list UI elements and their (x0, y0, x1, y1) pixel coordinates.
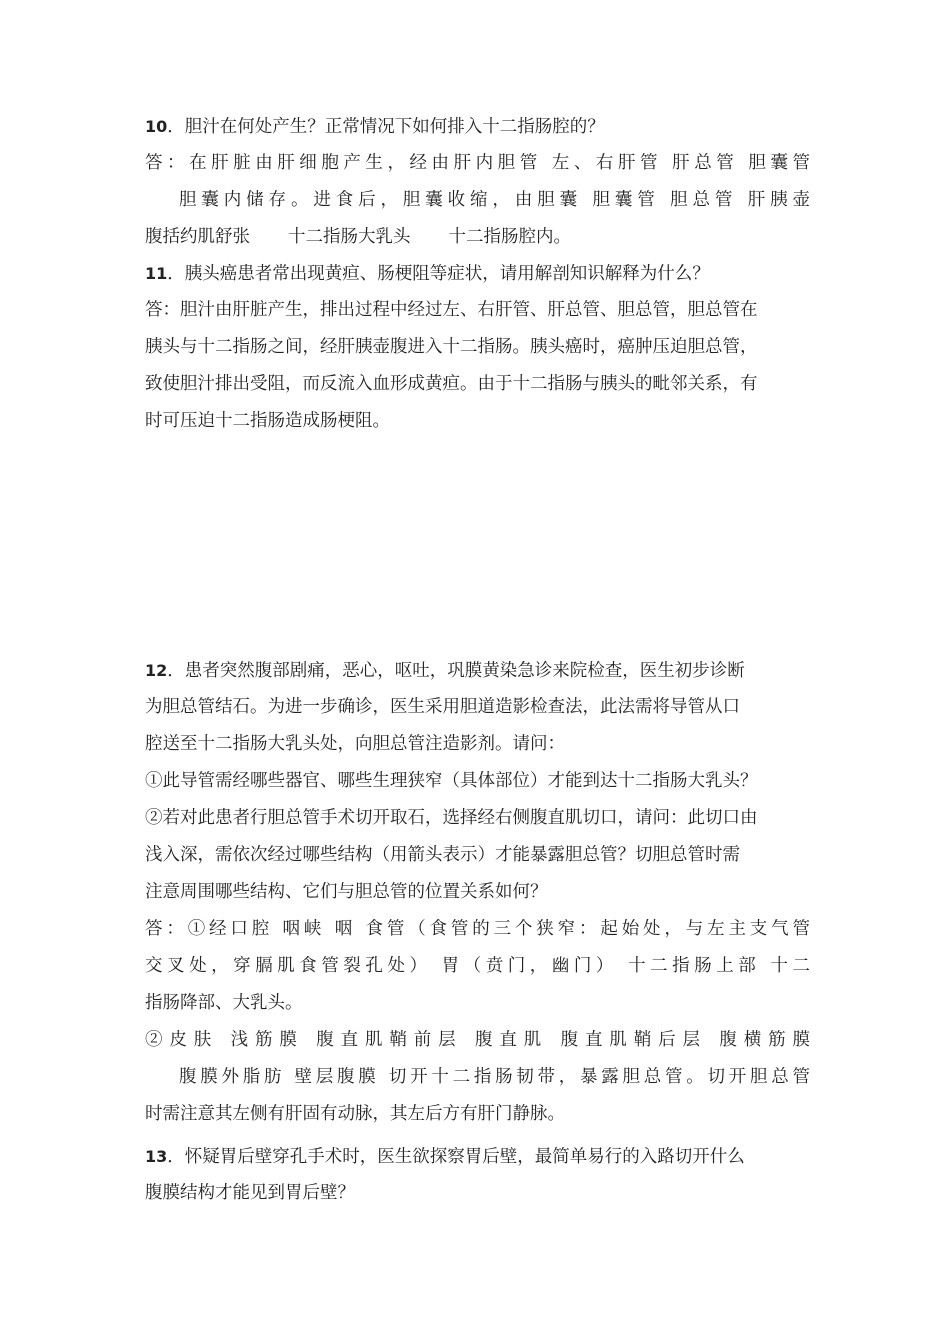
answer-line: ②皮肤 浅筋膜 腹直肌鞘前层 腹直肌 腹直肌鞘后层 腹横筋膜 (145, 1030, 811, 1050)
question-12 (145, 652, 810, 1133)
question-number: 10 (145, 117, 168, 136)
answer-line: 致使胆汁排出受阻，而反流入血形成黄疸。由于十二指肠与胰头的毗邻关系，有 (145, 374, 758, 394)
question-text: ．胆汁在何处产生？正常情况下如何排入十二指肠腔的？ (167, 117, 605, 137)
question-number: 11 (145, 264, 168, 283)
question-line: 为胆总管结石。为进一步确诊，医生采用胆道造影检查法，此法需将导管从口 (145, 697, 740, 717)
question-text: ．患者突然腹部剧痛，恶心，呕吐，巩膜黄染急诊来院检查，医生初步诊断 (167, 661, 745, 681)
answer-line: 时可压迫十二指肠造成肠梗阻。 (145, 411, 390, 431)
question-line: ①此导管需经哪些器官、哪些生理狭窄（具体部位）才能到达十二指肠大乳头？ (145, 771, 758, 791)
question-line: 浅入深，需依次经过哪些结构（用箭头表示）才能暴露胆总管？切胆总管时需 (145, 845, 740, 865)
answer-line: 指肠降部、大乳头。 (145, 993, 303, 1013)
answer-line: 答：胆汁由肝脏产生，排出过程中经过左、右肝管、肝总管、胆总管，胆总管在 (145, 300, 758, 320)
answer-line: 胆囊内储存。进食后，胆囊收缩，由胆囊 胆囊管 胆总管 肝胰壶 (179, 190, 810, 210)
question-12-text (145, 652, 810, 689)
question-11 (145, 255, 810, 440)
question-line: 注意周围哪些结构、它们与胆总管的位置关系如何？ (145, 882, 548, 902)
question-line: 腹膜结构才能见到胃后壁？ (145, 1183, 355, 1203)
answer-line: 腹括约肌舒张 十二指肠大乳头 十二指肠腔内。 (145, 227, 571, 247)
answer-line: 腹膜外脂肪 壁层腹膜 切开十二指肠韧带，暴露胆总管。切开胆总管 (179, 1067, 810, 1087)
answer-line: 答：在肝脏由肝细胞产生，经由肝内胆管 左、右肝管 肝总管 胆囊管 (145, 153, 810, 173)
answer-line: 时需注意其左侧有肝固有动脉，其左后方有肝门静脉。 (145, 1104, 565, 1124)
question-line: 腔送至十二指肠大乳头处，向胆总管注造影剂。请问： (145, 734, 565, 754)
question-text: ．怀疑胃后壁穿孔手术时，医生欲探察胃后壁，最简单易行的入路切开什么 (167, 1147, 745, 1167)
question-text: ．胰头癌患者常出现黄疸、肠梗阻等症状，请用解剖知识解释为什么？ (167, 264, 710, 284)
question-10 (145, 108, 810, 256)
answer-line: 答：①经口腔 咽峡 咽 食管（食管的三个狭窄：起始处，与左主支气管 (145, 919, 811, 939)
question-number: 13 (145, 1147, 168, 1166)
question-11-text (145, 255, 810, 292)
answer-line: 交叉处，穿膈肌食管裂孔处） 胃（贲门，幽门） 十二指肠上部 十二 (145, 956, 810, 976)
answer-line: 胰头与十二指肠之间，经肝胰壶腹进入十二指肠。胰头癌时，癌肿压迫胆总管， (145, 337, 758, 357)
question-line: ②若对此患者行胆总管手术切开取石，选择经右侧腹直肌切口，请问：此切口由 (145, 808, 758, 828)
question-13 (145, 1138, 810, 1212)
question-10-text (145, 108, 810, 145)
question-13-text (145, 1138, 810, 1175)
question-number: 12 (145, 661, 168, 680)
